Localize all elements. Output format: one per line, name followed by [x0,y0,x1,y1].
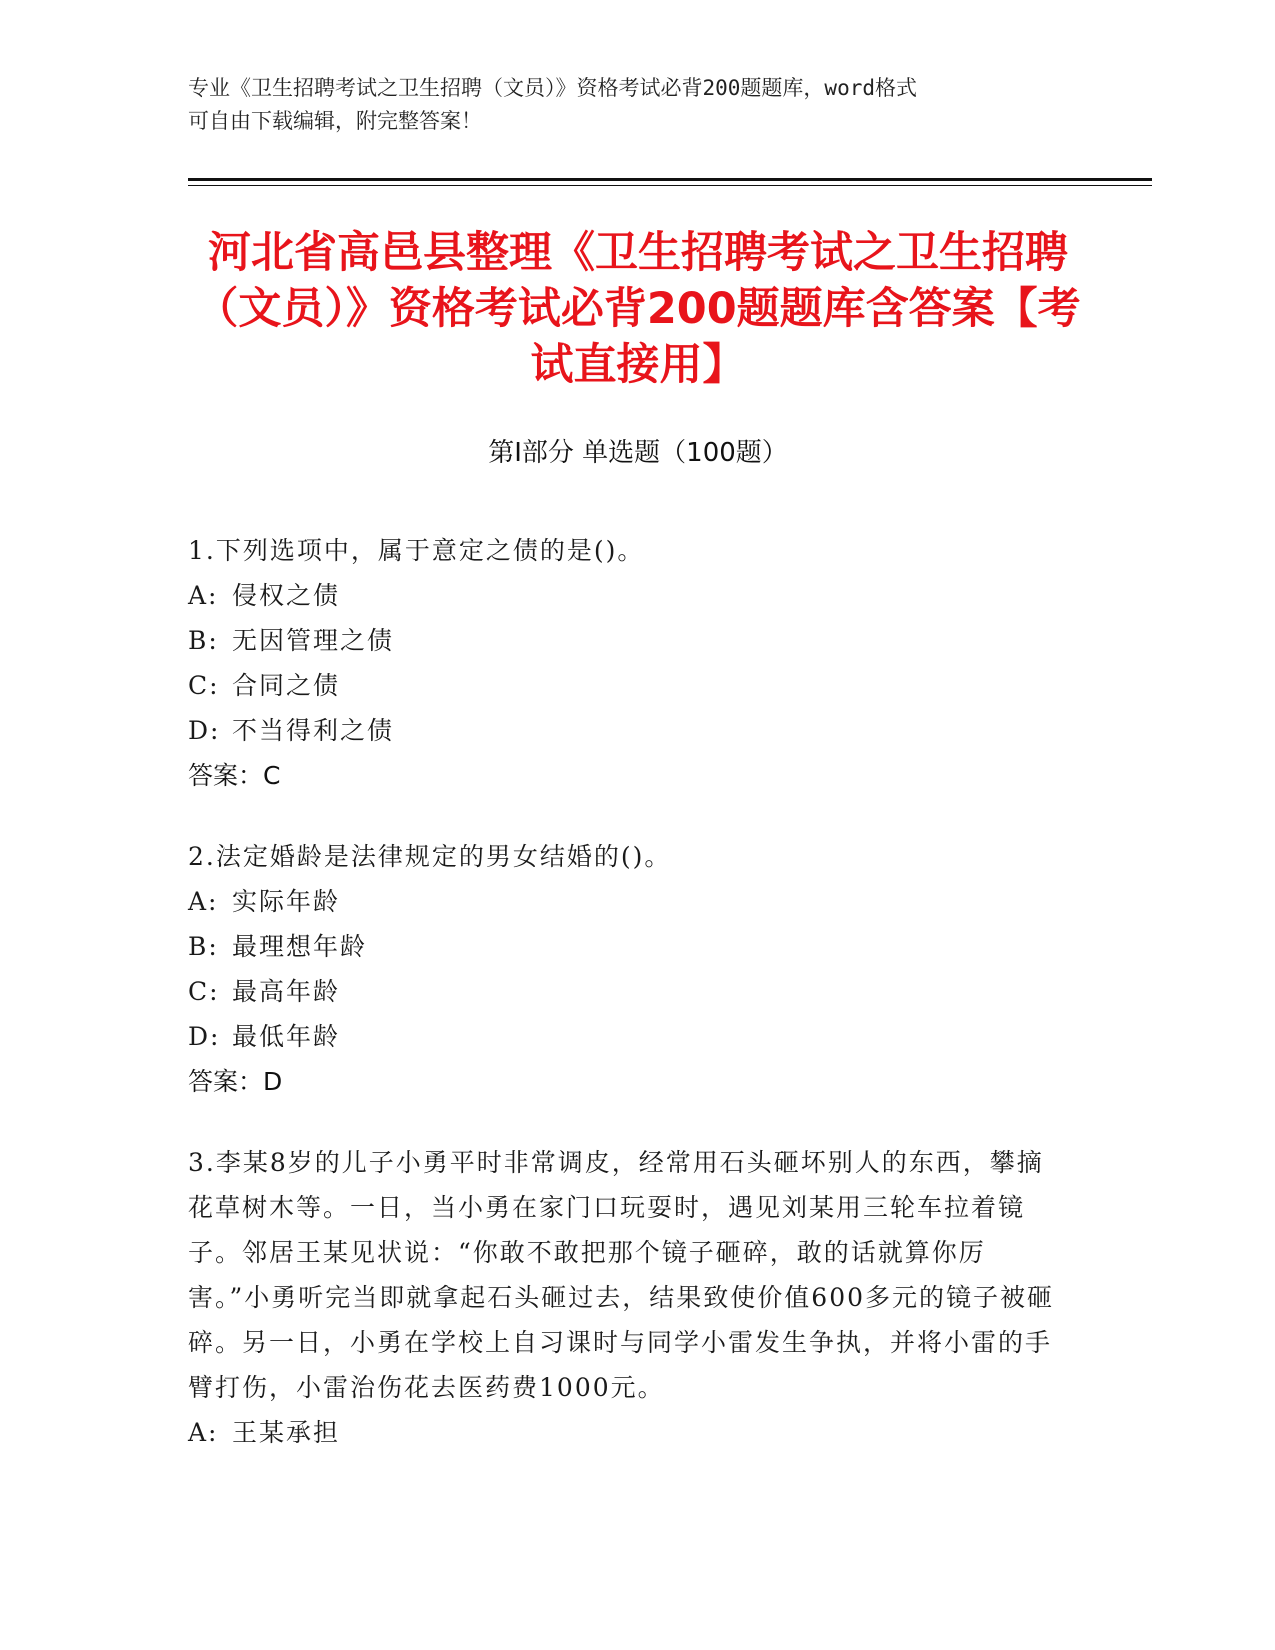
option-b [188,924,1068,969]
question-1 [188,528,1068,798]
option-letter: A: [188,1418,219,1447]
header-divider-thin [188,185,1152,186]
option-text: 最低年龄 [232,1022,341,1051]
option-letter: B: [188,626,219,655]
option-a [188,879,1068,924]
header-note: 专业《卫生招聘考试之卫生招聘（文员）》资格考试必背200题题库，word格式 可自由下载编辑，附完整答案！ [188,76,917,133]
option-letter: D: [188,1022,221,1051]
option-text: 最理想年龄 [232,932,368,961]
question-stem: 3.李某8岁的儿子小勇平时非常调皮，经常用石头砸坏别人的东西，攀摘花草树木等。一日，当小勇在家门口玩耍时，遇见刘某用三轮车拉着镜子。邻居王某见状说：“你敢不敢把那个镜子砸碎，敢的话就算你厉害。”小勇听完当即就拿起石头砸过去，结果致使价值600多元的镜子被砸碎。另一日，小勇在学校上自习课时与同学小雷发生争执，并将小雷的手臂打伤，小雷治伤花去医药费1000元。 [188,1148,1055,1402]
option-letter: A: [188,887,219,916]
document-title: 河北省高邑县整理《卫生招聘考试之卫生招聘（文员）》资格考试必背200题题库含答案【考试直接用】 [195,228,1081,390]
option-text: 不当得利之债 [232,716,395,745]
header-divider-thick [188,178,1152,181]
answer-line: 答案：D [188,1067,283,1096]
option-text: 最高年龄 [232,977,341,1006]
option-c [188,969,1068,1014]
question-stem: 1.下列选项中，属于意定之债的是()。 [188,536,645,565]
option-letter: C: [188,977,220,1006]
answer-line: 答案：C [188,761,281,790]
option-c [188,663,1068,708]
option-d [188,1014,1068,1059]
option-a [188,1410,1068,1455]
option-text: 合同之债 [232,671,341,700]
option-a [188,573,1068,618]
option-letter: C: [188,671,220,700]
option-text: 侵权之债 [232,581,341,610]
question-stem: 2.法定婚龄是法律规定的男女结婚的()。 [188,842,672,871]
option-text: 实际年龄 [232,887,341,916]
option-letter: D: [188,716,221,745]
question-list [188,528,1068,1491]
option-text: 王某承担 [232,1418,341,1447]
question-3 [188,1140,1068,1455]
option-letter: B: [188,932,219,961]
question-2 [188,834,1068,1104]
option-letter: A: [188,581,219,610]
option-b [188,618,1068,663]
section-heading: 第Ⅰ部分 单选题（100题） [488,438,788,468]
option-d [188,708,1068,753]
option-text: 无因管理之债 [232,626,395,655]
